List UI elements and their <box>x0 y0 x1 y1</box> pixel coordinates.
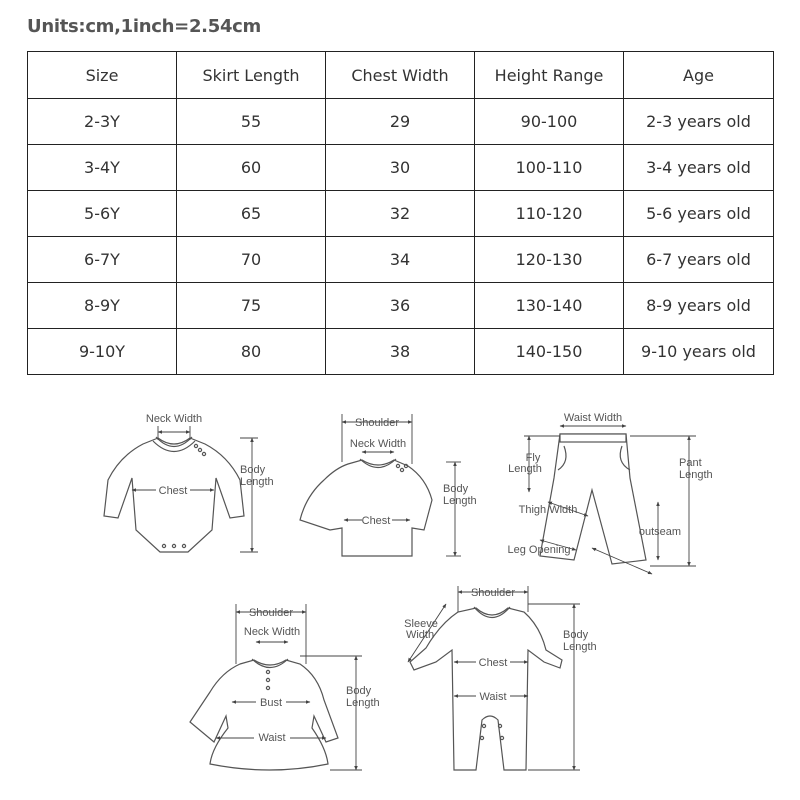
cell-size: 8-9Y <box>28 283 177 329</box>
cell-skirt-length: 80 <box>177 329 326 375</box>
cell-age: 6-7 years old <box>624 237 774 283</box>
cell-skirt-length: 60 <box>177 145 326 191</box>
cell-height-range: 110-120 <box>475 191 624 237</box>
header-height-range: Height Range <box>475 52 624 99</box>
bodysuit-neck-width-label: Neck Width <box>145 413 203 425</box>
cell-age: 3-4 years old <box>624 145 774 191</box>
dress-length-label: Length <box>346 697 380 709</box>
cell-height-range: 140-150 <box>475 329 624 375</box>
romper-length-label: Length <box>563 641 597 653</box>
pants-waist-width-label: Waist Width <box>563 412 623 424</box>
bodysuit-length-label: Length <box>240 476 274 488</box>
dress-waist-label: Waist <box>258 732 286 744</box>
cell-skirt-length: 75 <box>177 283 326 329</box>
cell-age: 8-9 years old <box>624 283 774 329</box>
cell-chest-width: 30 <box>326 145 475 191</box>
cell-height-range: 130-140 <box>475 283 624 329</box>
cell-chest-width: 36 <box>326 283 475 329</box>
units-note: Units:cm,1inch=2.54cm <box>27 16 261 37</box>
cell-skirt-length: 65 <box>177 191 326 237</box>
dress-body-label: Body <box>346 685 372 697</box>
bodysuit-body-label: Body <box>240 464 266 476</box>
sweater-shoulder-label: Shoulder <box>354 417 400 429</box>
bodysuit-diagram <box>104 413 274 552</box>
dress-shoulder-label: Shoulder <box>248 607 294 619</box>
pants-diagram <box>508 412 713 574</box>
dress-diagram <box>190 604 380 770</box>
header-skirt-length: Skirt Length <box>177 52 326 99</box>
cell-height-range: 120-130 <box>475 237 624 283</box>
pants-outseam-label: outseam <box>638 526 682 538</box>
cell-age: 5-6 years old <box>624 191 774 237</box>
cell-chest-width: 38 <box>326 329 475 375</box>
cell-size: 6-7Y <box>28 237 177 283</box>
header-chest-width: Chest Width <box>326 52 475 99</box>
header-size: Size <box>28 52 177 99</box>
cell-size: 3-4Y <box>28 145 177 191</box>
romper-diagram <box>404 586 596 770</box>
cell-chest-width: 32 <box>326 191 475 237</box>
bodysuit-chest-label: Chest <box>158 485 188 497</box>
pants-fly-label: Fly <box>525 452 541 464</box>
sweater-neck-width-label: Neck Width <box>349 438 407 450</box>
dress-neck-width-label: Neck Width <box>243 626 301 638</box>
sweater-chest-label: Chest <box>361 515 391 527</box>
cell-height-range: 100-110 <box>475 145 624 191</box>
romper-sleeve-width-label: Width <box>405 629 435 641</box>
romper-chest-label: Chest <box>478 657 508 669</box>
dress-bust-label: Bust <box>259 697 283 709</box>
cell-age: 2-3 years old <box>624 99 774 145</box>
cell-size: 2-3Y <box>28 99 177 145</box>
romper-sleeve-label: Sleeve <box>404 618 438 630</box>
pants-thigh-width-label: Thigh Width <box>518 504 578 516</box>
sweater-diagram <box>300 414 477 556</box>
header-age: Age <box>624 52 774 99</box>
cell-size: 9-10Y <box>28 329 177 375</box>
pants-pant-label: Pant <box>679 457 702 469</box>
sweater-length-label: Length <box>443 495 477 507</box>
cell-height-range: 90-100 <box>475 99 624 145</box>
pants-fly-length-label: Length <box>508 463 542 475</box>
romper-body-label: Body <box>563 629 589 641</box>
cell-skirt-length: 55 <box>177 99 326 145</box>
romper-shoulder-label: Shoulder <box>470 587 516 599</box>
cell-skirt-length: 70 <box>177 237 326 283</box>
romper-waist-label: Waist <box>479 691 507 703</box>
cell-age: 9-10 years old <box>624 329 774 375</box>
pants-leg-opening-label: Leg Opening <box>507 544 571 556</box>
cell-chest-width: 29 <box>326 99 475 145</box>
cell-size: 5-6Y <box>28 191 177 237</box>
sweater-body-label: Body <box>443 483 469 495</box>
cell-chest-width: 34 <box>326 237 475 283</box>
pants-pant-length-label: Length <box>679 469 713 481</box>
